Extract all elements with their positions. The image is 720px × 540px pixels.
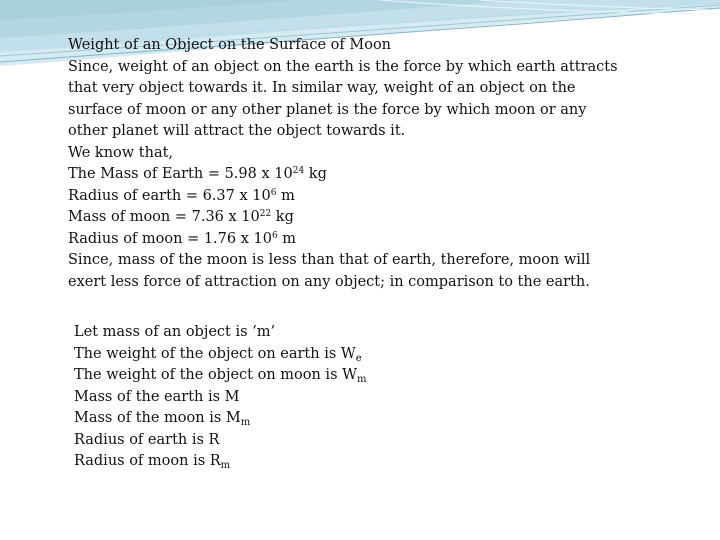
def-subscript: m (240, 417, 251, 428)
fact-unit: kg (304, 166, 327, 182)
fact-radius-moon (68, 229, 688, 251)
fact-label: Radius of earth = 6.37 x 10 (68, 187, 271, 204)
definitions-block (74, 322, 367, 473)
def-text: Radius of moon is R (74, 453, 221, 469)
conclusion-line: Since, mass of the moon is less than that of earth, therefore, moon will (68, 252, 591, 268)
fact-exponent: 6 (271, 230, 278, 241)
def-mass-moon (74, 408, 367, 430)
fact-unit: m (276, 187, 295, 204)
def-radius-moon (74, 451, 367, 473)
def-mass-earth: Mass of the earth is M (74, 388, 240, 405)
fact-radius-earth (68, 186, 688, 208)
def-text: Mass of the moon is M (74, 410, 241, 426)
def-weight-earth (74, 344, 367, 366)
fact-exponent: 24 (292, 166, 305, 176)
def-text: The weight of the object on earth is W (74, 345, 356, 362)
fact-mass-moon (68, 207, 688, 229)
paragraph-line: Since, weight of an object on the earth is the force by which earth attracts (68, 58, 618, 75)
fact-unit: m (277, 230, 297, 247)
def-subscript: m (220, 460, 231, 471)
def-radius-earth: Radius of earth is R (74, 431, 220, 448)
fact-label: Radius of moon = 1.76 x 10 (68, 230, 272, 247)
def-mass-object: Let mass of an object is ‘m’ (74, 324, 276, 340)
fact-label: The Mass of Earth = 5.98 x 10 (68, 166, 293, 182)
fact-label: Mass of moon = 7.36 x 10 (68, 209, 260, 225)
main-text-block (68, 35, 688, 293)
we-know-line: We know that, (68, 144, 174, 161)
fact-mass-earth (68, 164, 688, 186)
paragraph-line: other planet will attract the object towards it. (68, 123, 406, 139)
conclusion-line: exert less force of attraction on any object; in comparison to the earth. (68, 273, 590, 290)
def-subscript: m (357, 374, 367, 385)
heading: Weight of an Object on the Surface of Moon (68, 37, 392, 53)
fact-exponent: 6 (270, 187, 277, 198)
fact-unit: kg (271, 209, 294, 225)
paragraph-line: that very object towards it. In similar way, weight of an object on the (68, 80, 576, 96)
def-subscript: e (355, 352, 362, 364)
paragraph-line: surface of moon or any other planet is the force by which moon or any (68, 101, 587, 118)
def-text: The weight of the object on moon is W (74, 367, 358, 383)
def-weight-moon (74, 365, 367, 387)
fact-exponent: 22 (259, 209, 272, 219)
